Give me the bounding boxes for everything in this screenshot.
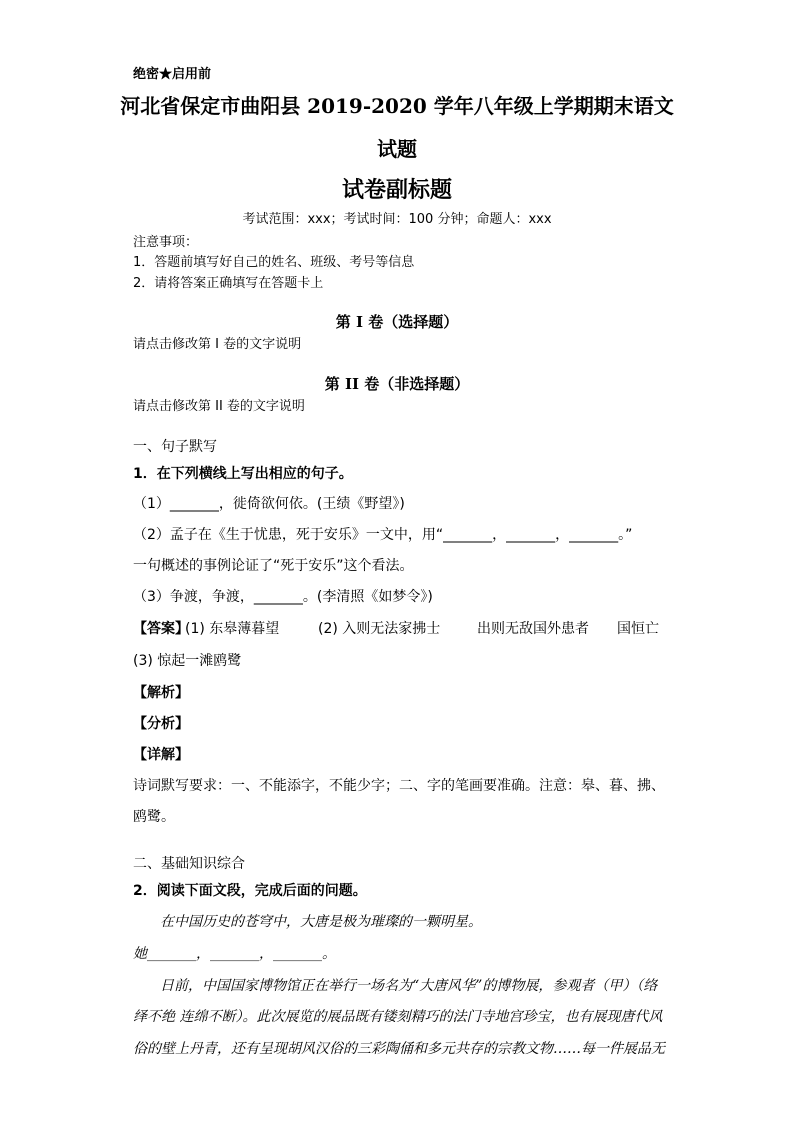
passage-line-2: 她_______，_______，_______。 [133, 946, 336, 962]
notes-item-1: 1．答题前填写好自己的姓名、班级、考号等信息 [133, 255, 415, 270]
notes-item-2: 2．请将答案正确填写在答题卡上 [133, 276, 324, 291]
passage-line-3: 日前，中国国家博物馆正在举行一场名为“大唐风华”的博物展，参观者（甲）（络 [160, 978, 658, 994]
section2-heading: 二、基础知识综合 [133, 856, 245, 872]
section1-heading: 一、句子默写 [133, 439, 217, 455]
question1-part2-line1: （2）孟子在《生于忧患，死于安乐》一文中，用“_______，_______，_______。” [133, 527, 633, 543]
document-title-line1: 河北省保定市曲阳县 2019-2020 学年八年级上学期期末语文 [120, 94, 674, 118]
question1-part2-line2: 一句概述的事例论证了“死于安乐”这个看法。 [133, 558, 414, 574]
detail-label: 【详解】 [133, 747, 189, 763]
detail-line-1: 诗词默写要求：一、不能添字，不能少字；二、字的笔画要准确。注意：皋、暮、拂、 [133, 778, 665, 794]
answer-3: (3) 惊起一滩鸥鹭 [133, 653, 242, 669]
question1-part1: （1）_______，徙倚欲何依。(王绩《野望》) [133, 496, 405, 512]
document-subtitle: 试卷副标题 [341, 177, 452, 203]
answer-2b: 出则无敌国外患者 [477, 621, 589, 637]
answer-2a: (2) 入则无法家拂士 [318, 621, 441, 637]
part2-title: 第 II 卷（非选择题） [324, 375, 470, 393]
part2-desc: 请点击修改第 II 卷的文字说明 [133, 399, 305, 414]
document-title-line2: 试题 [377, 137, 417, 161]
answer-row [133, 618, 189, 638]
answer-1: (1) 东皋薄暮望 [185, 621, 280, 637]
fenxi-label: 【分析】 [133, 716, 189, 732]
part1-title: 第 I 卷（选择题） [335, 313, 459, 331]
question1-stem: 1．在下列横线上写出相应的句子。 [133, 466, 353, 482]
notes-heading: 注意事项： [133, 235, 199, 250]
secret-mark: 绝密★启用前 [133, 67, 212, 82]
question2-stem: 2．阅读下面文段，完成后面的问题。 [133, 883, 367, 899]
part1-desc: 请点击修改第 I 卷的文字说明 [133, 337, 302, 352]
question1-part3: （3）争渡，争渡，_______。(李清照《如梦令》) [133, 589, 433, 605]
answer-2c: 国恒亡 [617, 621, 659, 637]
analysis-label: 【解析】 [133, 685, 189, 701]
passage-line-4: 绎不绝 连绵不断）。此次展览的展品既有镂刻精巧的法门寺地宫珍宝，也有展现唐代风 [133, 1009, 663, 1025]
detail-line-2: 鸥鹭。 [133, 809, 175, 825]
passage-line-1: 在中国历史的苍穹中，大唐是极为璀璨的一颗明星。 [160, 914, 482, 930]
exam-info: 考试范围：xxx；考试时间：100 分钟；命题人：xxx [242, 212, 552, 227]
passage-line-5: 俗的壁上丹青，还有呈现胡风汉俗的三彩陶俑和多元共存的宗教文物……每一件展品无 [133, 1041, 665, 1057]
answer-label: 【答案】 [133, 621, 189, 637]
